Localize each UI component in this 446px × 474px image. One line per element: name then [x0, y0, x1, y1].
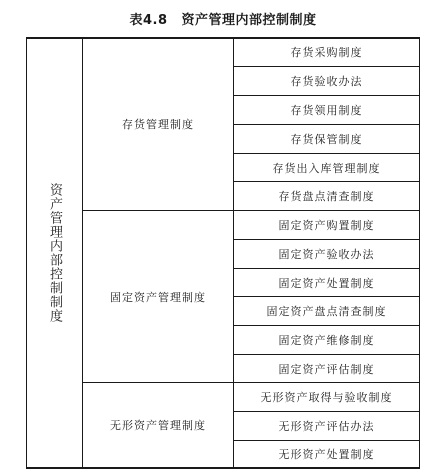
item-cell — [234, 125, 419, 153]
group-cell-intangible-assets — [83, 383, 233, 467]
item-label: 存货保管制度 — [290, 133, 363, 146]
table-title: 资产管理内部控制制度 — [181, 13, 317, 28]
item-label: 无形资产处置制度 — [278, 448, 375, 461]
group-label: 固定资产管理制度 — [110, 290, 206, 304]
group-label: 存货管理制度 — [122, 118, 194, 131]
item-label: 无形资产取得与验收制度 — [260, 391, 393, 404]
item-cell — [234, 240, 419, 268]
root-label: 资产管理内部控制制度 — [47, 183, 62, 323]
item-label: 固定资产购置制度 — [278, 219, 375, 232]
item-label: 存货验收办法 — [290, 75, 363, 88]
item-cell — [234, 355, 419, 382]
item-cell — [234, 67, 419, 95]
item-label: 存货出入库管理制度 — [272, 161, 381, 175]
group-cell-inventory — [83, 38, 233, 210]
item-cell — [234, 96, 419, 124]
item-label: 存货领用制度 — [290, 104, 363, 117]
item-cell — [234, 38, 419, 66]
item-label: 固定资产处置制度 — [278, 276, 375, 290]
table-bottom-border — [26, 467, 420, 469]
group-cell-fixed-assets — [83, 211, 233, 382]
table-right-border — [419, 37, 420, 469]
item-cell — [234, 383, 419, 411]
item-cell — [234, 297, 419, 325]
item-label: 存货盘点清查制度 — [278, 190, 375, 203]
group-label: 无形资产管理制度 — [110, 419, 206, 432]
item-cell — [234, 412, 419, 440]
item-cell — [234, 211, 419, 239]
item-cell — [234, 326, 419, 354]
item-label: 固定资产盘点清查制度 — [266, 305, 387, 318]
item-label: 固定资产评估制度 — [278, 362, 375, 376]
item-label: 无形资产评估办法 — [278, 420, 375, 433]
table-number: 表4.8 — [129, 13, 168, 28]
root-cell — [26, 38, 83, 468]
item-label: 固定资产验收办法 — [278, 248, 375, 261]
item-cell — [234, 441, 419, 467]
item-label: 存货采购制度 — [290, 46, 363, 59]
item-cell — [234, 269, 419, 296]
item-cell — [234, 154, 419, 181]
item-cell — [234, 182, 419, 210]
item-label: 固定资产维修制度 — [278, 334, 375, 347]
